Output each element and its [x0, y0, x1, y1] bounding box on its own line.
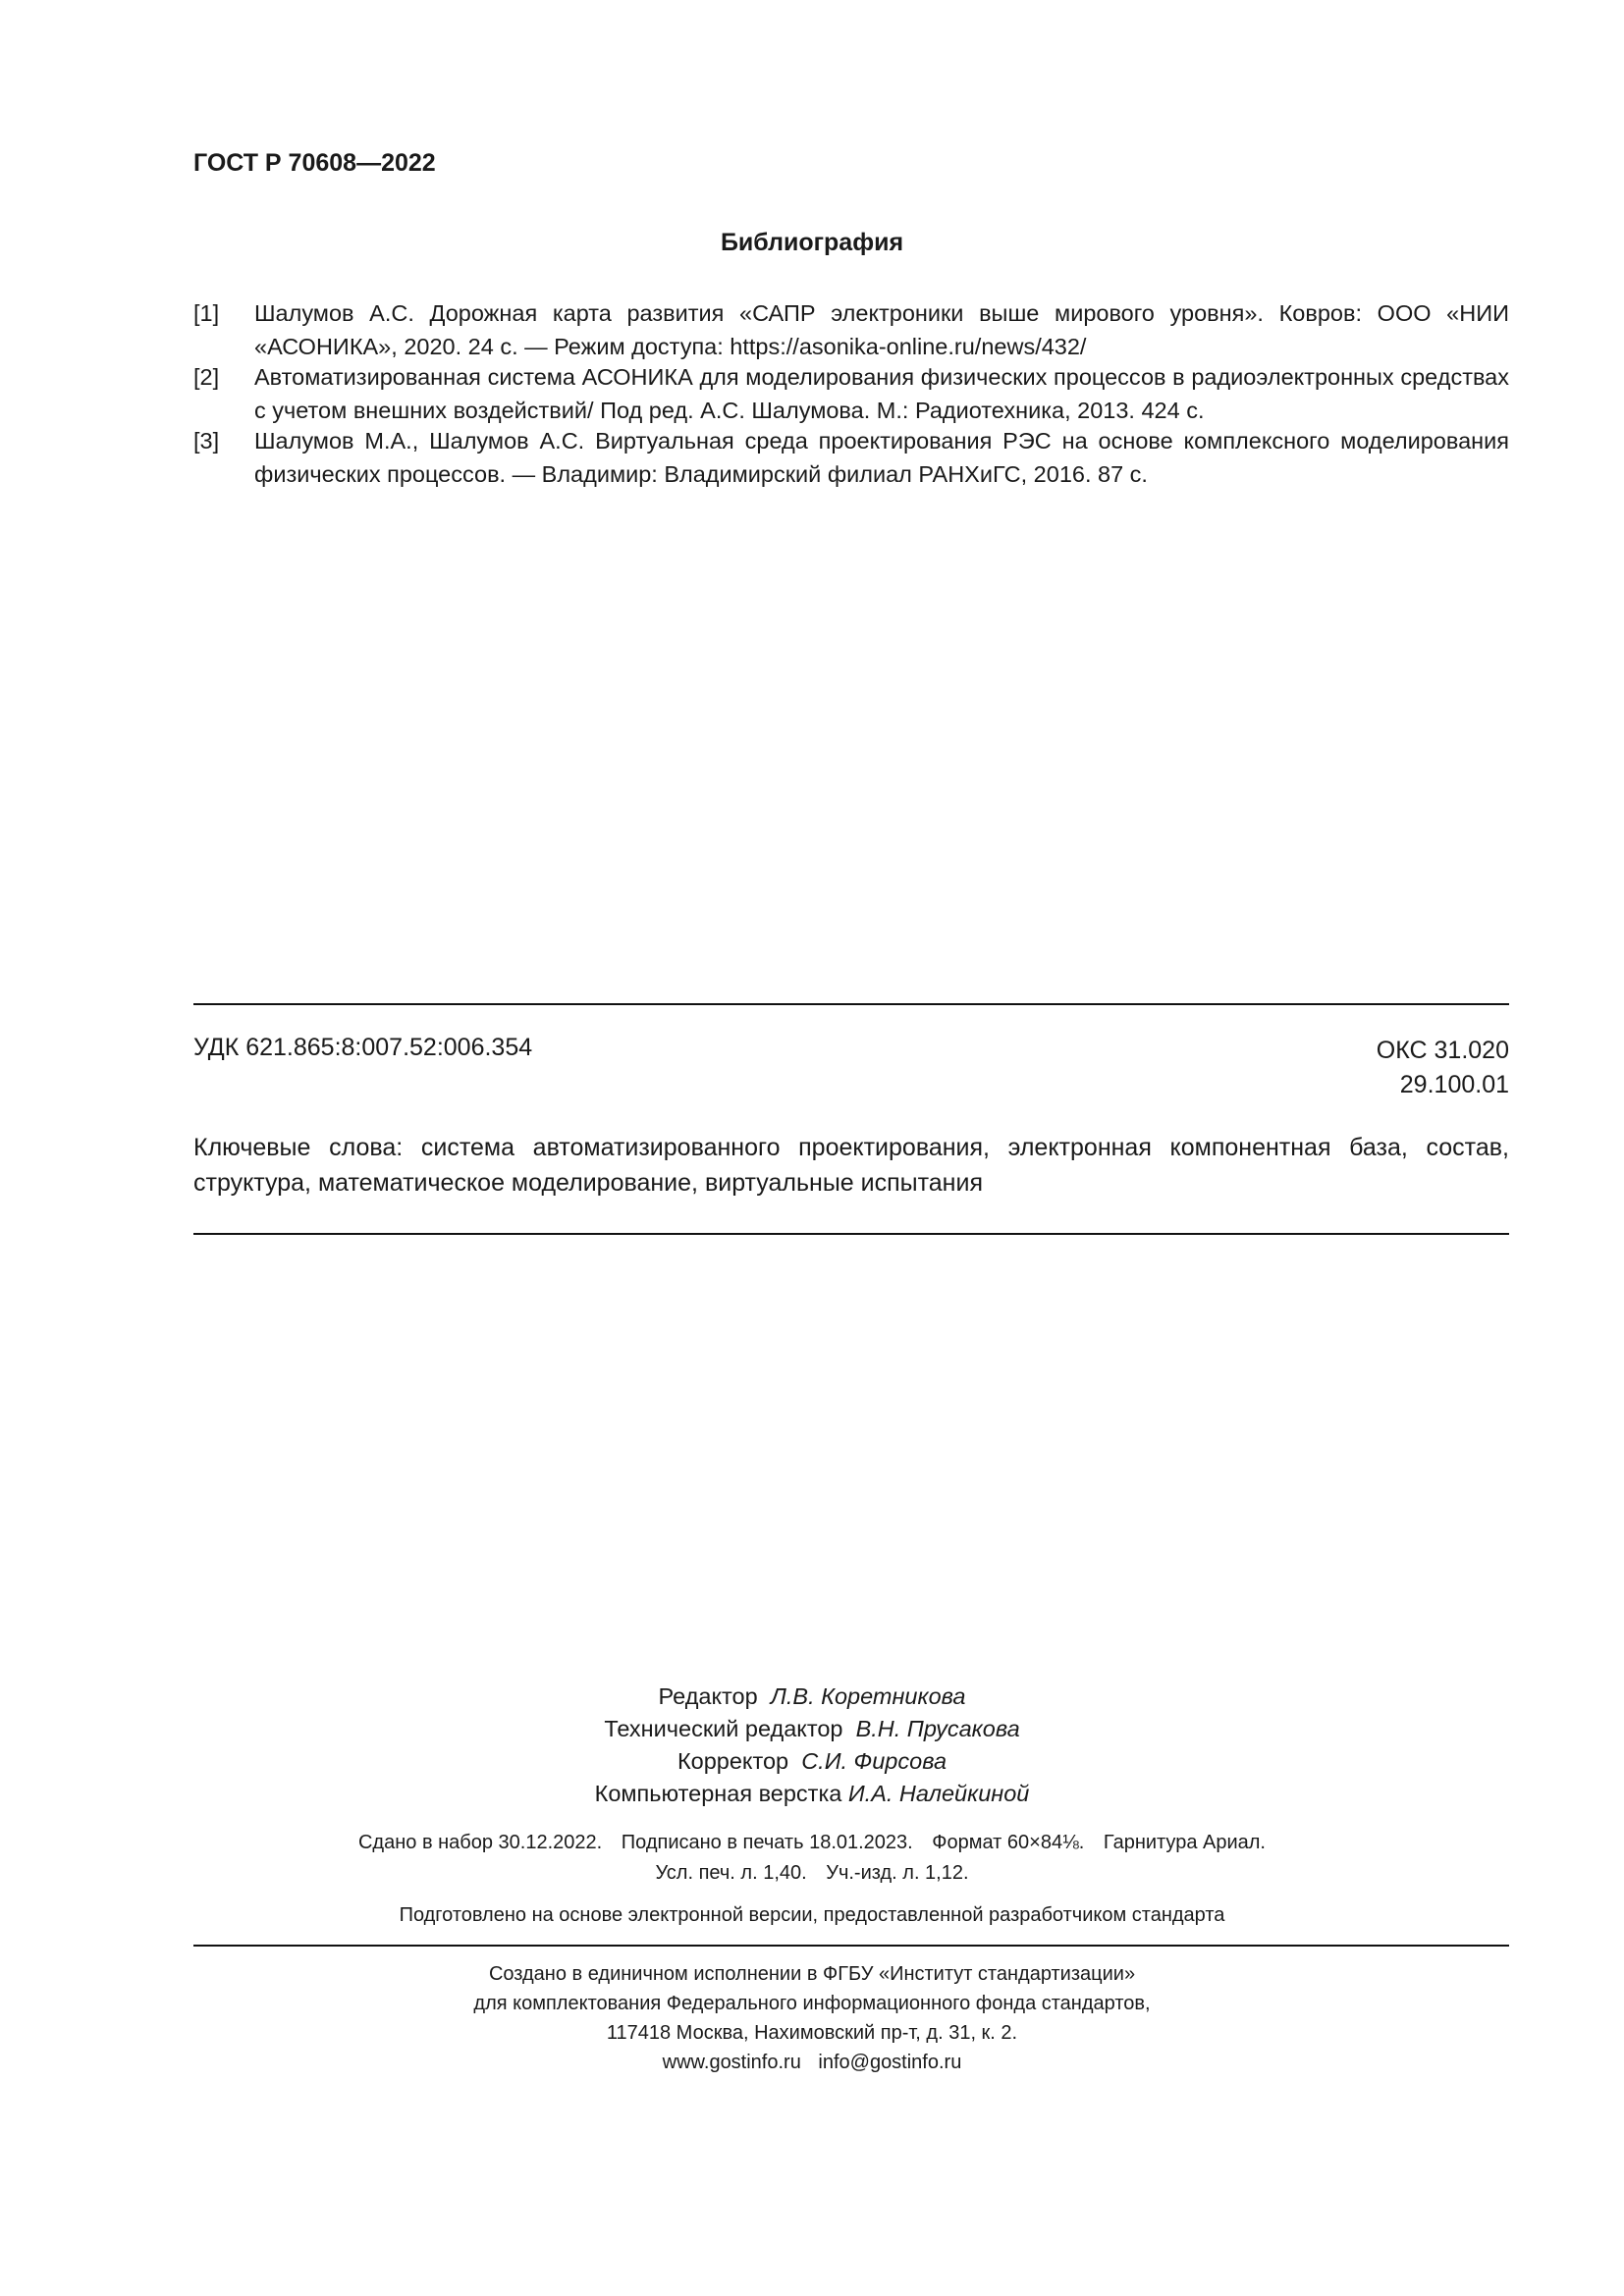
- publisher-line: для комплектования Федерального информационного фонда стандартов,: [473, 1993, 1151, 2014]
- prepared-note: Подготовлено на основе электронной версии, предоставленной разработчиком стандарта: [399, 1904, 1225, 1926]
- divider: [193, 1003, 1509, 1005]
- credit-role: Корректор: [677, 1748, 789, 1774]
- entry-number: [3]: [193, 428, 220, 454]
- credit-name: С.И. Фирсова: [801, 1748, 947, 1774]
- edition-sheets: Уч.-изд. л. 1,12.: [826, 1862, 969, 1884]
- typeface: Гарнитура Ариал.: [1103, 1832, 1266, 1853]
- print-info-line: [0, 1858, 1624, 1889]
- bibliography-entry: [193, 360, 1509, 427]
- divider: [193, 1233, 1509, 1235]
- website-link[interactable]: www.gostinfo.ru: [662, 2052, 801, 2073]
- publisher-contacts: [0, 2048, 1624, 2077]
- credits-block: [0, 1681, 1624, 1810]
- submitted-date: Сдано в набор 30.12.2022.: [357, 1832, 603, 1853]
- credit-line: [0, 1681, 1624, 1713]
- entry-text: Шалумов А.С. Дорожная карта развития «САПР электроники выше мирового уровня». Ковров: ООО «НИИ «АСОНИКА», 2020. 24 с. — Режим доступа: https://asonika-online.ru/news/432/: [254, 300, 1509, 359]
- divider: [193, 1945, 1509, 1947]
- credit-line: [0, 1778, 1624, 1810]
- credit-role: Технический редактор: [604, 1716, 843, 1741]
- paper-format: Формат 60×84⅛.: [932, 1832, 1085, 1853]
- signed-date: Подписано в печать 18.01.2023.: [621, 1832, 913, 1853]
- publisher-address: 117418 Москва, Нахимовский пр-т, д. 31, к. 2.: [606, 2022, 1018, 2044]
- bibliography-title: Библиография: [720, 229, 904, 256]
- bibliography-entry: [193, 296, 1509, 363]
- print-info-line: [0, 1828, 1624, 1858]
- publisher-block: [0, 1959, 1624, 2077]
- entry-text: Шалумов М.А., Шалумов А.С. Виртуальная среда проектирования РЭС на основе комплексного моделирования физических процессов. — Владимир: Владимирский филиал РАНХиГС, 2016. 87 с.: [254, 428, 1509, 487]
- credit-line: [0, 1745, 1624, 1778]
- credit-name: Л.В. Коретникова: [770, 1683, 966, 1709]
- entry-number: [2]: [193, 364, 220, 390]
- bibliography-entry: [193, 424, 1509, 491]
- oks-line: ОКС 31.020: [1376, 1037, 1509, 1064]
- publisher-line: Создано в единичном исполнении в ФГБУ «Институт стандартизации»: [488, 1963, 1136, 1985]
- oks-line: 29.100.01: [1399, 1071, 1509, 1098]
- keywords: Ключевые слова: система автоматизированного проектирования, электронная компонентная база, состав, структура, математическое моделирование, виртуальные испытания: [193, 1134, 1509, 1197]
- entry-number: [1]: [193, 300, 220, 326]
- oks-code: [1377, 1034, 1509, 1102]
- credit-name: И.А. Налейкиной: [847, 1781, 1030, 1806]
- credit-name: В.Н. Прусакова: [855, 1716, 1020, 1741]
- standard-code: ГОСТ Р 70608—2022: [193, 149, 436, 177]
- print-sheets: Усл. печ. л. 1,40.: [655, 1862, 807, 1884]
- credit-role: Компьютерная верстка: [594, 1781, 842, 1806]
- credit-line: [0, 1713, 1624, 1745]
- email-link[interactable]: info@gostinfo.ru: [818, 2052, 962, 2073]
- udk-code: УДК 621.865:8:007.52:006.354: [193, 1034, 533, 1061]
- credit-role: Редактор: [658, 1683, 758, 1709]
- print-info: [0, 1828, 1624, 1889]
- entry-text: Автоматизированная система АСОНИКА для моделирования физических процессов в радиоэлектронных средствах с учетом внешних воздействий/ Под ред. А.С. Шалумова. М.: Радиотехника, 2013. 424 с.: [254, 364, 1509, 423]
